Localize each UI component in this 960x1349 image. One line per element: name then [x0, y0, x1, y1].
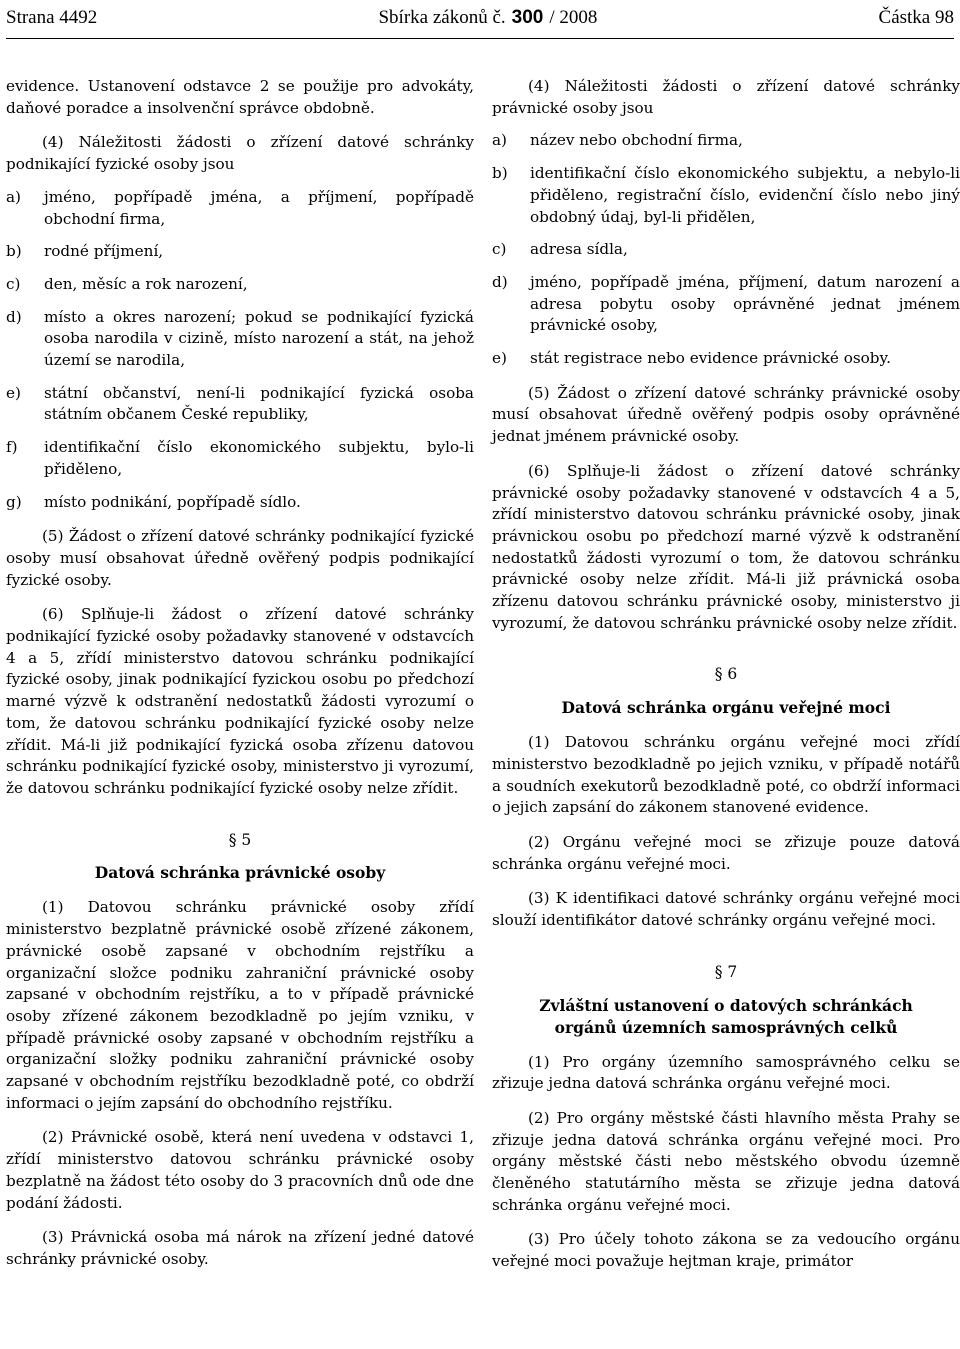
item-text: název nebo obchodní firma, [530, 131, 743, 150]
paragraph-2: (2) Pro orgány městské části hlavního města Prahy se zřizuje jedna datová schránka orgánu veřejné moci. Pro orgány městské části nebo městského obvodu územně členěného statutárního města se zřizuje jedna datová schránka orgánu veřejné moci. [492, 1108, 960, 1214]
item-label: g) [6, 492, 22, 511]
list-item [6, 187, 474, 230]
section-heading: Datová schránka právnické osoby [94, 863, 386, 883]
page-header [6, 0, 954, 36]
section-heading: Datová schránka orgánu veřejné moci [561, 698, 891, 718]
item-label: b) [6, 242, 22, 261]
right-column [492, 76, 960, 1273]
paragraph-4: (4) Náležitosti žádosti o zřízení datové schránky právnické osoby jsou [492, 77, 960, 117]
collection-label: Sbírka zákonů č. [378, 7, 506, 28]
item-label: c) [492, 240, 507, 259]
section-heading [492, 995, 960, 1039]
paragraph-6: (6) Splňuje-li žádost o zřízení datové schránky podnikající fyzické osoby požadavky stanovené v odstavcích 4 a 5, zřídí ministerstvo datovou schránku podnikající fyzické osoby, jinak podnikající fyzickou osobu po předchozí marné výzvě k odstranění nedostatků žádosti vyrozumí o tom, že datovou schránku podnikající fyzické osoby nelze zřídit. Má-li již podnikající fyzická osoba zřízenu datovou schránku podnikající fyzické osoby, ministerstvo ji vyrozumí, že datovou schránku podnikající fyzické osoby nelze zřídit. [6, 605, 474, 797]
item-label: b) [492, 164, 508, 183]
list-item [6, 437, 474, 480]
paragraph-4: (4) Náležitosti žádosti o zřízení datové schránky podnikající fyzické osoby jsou [6, 133, 474, 174]
section-heading-line1: Zvláštní ustanovení o datových schránkách [539, 995, 913, 1015]
item-text: stát registrace nebo evidence právnické osoby. [530, 349, 891, 368]
list-item [6, 307, 474, 372]
paragraph-2: (2) Právnické osobě, která není uvedena v odstavci 1, zřídí ministerstvo datovou schránku právnické osoby bezplatně na žádost této osoby do 3 pracovních dnů ode dne podání žádosti. [6, 1128, 474, 1212]
item-text: rodné příjmení, [44, 242, 164, 261]
item-label: d) [6, 307, 22, 326]
paragraph-1: (1) Pro orgány územního samosprávného celku se zřizuje jedna datová schránka orgánu veřejné moci. [492, 1052, 960, 1093]
law-year: / 2008 [549, 7, 598, 28]
paragraph-5: (5) Žádost o zřízení datové schránky právnické osoby musí obsahovat úředně ověřený podpis osoby oprávněné jednat jménem právnické osoby. [492, 383, 960, 446]
list-item [492, 272, 960, 337]
item-text: adresa sídla, [530, 240, 628, 259]
paragraph-3: (3) K identifikaci datové schránky orgánu veřejné moci slouží identifikátor datové schránky orgánu veřejné moci. [492, 889, 960, 930]
list-item [6, 274, 474, 296]
list-item [492, 163, 960, 228]
header-rule [6, 38, 954, 39]
item-text: místo podnikání, popřípadě sídlo. [44, 492, 301, 511]
list-item [6, 492, 474, 514]
list-item [6, 241, 474, 263]
list-item [492, 130, 960, 152]
left-column [6, 76, 474, 1271]
part-number: Částka 98 [878, 7, 954, 28]
paragraph-1: (1) Datovou schránku právnické osoby zřídí ministerstvo bezplatně právnické osobě zřízené zákonem, právnické osobě zapsané v obchodním rejstříku a organizační složce podniku zahraniční právnické osoby zapsané v obchodním rejstříku, a to v případě právnické osoby zřízené zákonem bezodkladně po jejím vzniku, v případě právnické osoby zapsané v obchodním rejstříku a organizační složky podniku zahraniční právnické osoby zapsané v obchodním rejstříku bezodkladně poté, co obdrží informaci o jejím zapsání do obchodního rejstříku. [6, 898, 474, 1112]
item-label: c) [6, 274, 21, 293]
item-text: jméno, popřípadě jména, a příjmení, popřípadě obchodní firma, [44, 187, 474, 228]
item-text: identifikační číslo ekonomického subjektu, a nebylo-li přiděleno, registrační číslo, evidenční číslo nebo jiný obdobný údaj, byl-li přidělen, [530, 164, 960, 226]
item-text: místo a okres narození; pokud se podnikající fyzická osoba narodila v cizině, místo narození a stát, na jehož území se narodila, [44, 307, 474, 370]
paragraph-1: (1) Datovou schránku orgánu veřejné moci zřídí ministerstvo bezodkladně po jejich vzniku, v případě notářů a soudních exekutorů bezodkladně poté, co obdrží informaci o jejich zapsání do zákonem stanovené evidence. [492, 733, 960, 817]
item-label: a) [6, 187, 21, 206]
item-label: e) [6, 383, 21, 402]
law-number: 300 [511, 7, 544, 28]
paragraph-3: (3) Pro účely tohoto zákona se za vedoucího orgánu veřejné moci považuje hejtman kraje, primátor [492, 1230, 960, 1271]
page-number: Strana 4492 [6, 7, 98, 28]
item-text: identifikační číslo ekonomického subjektu, bylo-li přiděleno, [44, 438, 474, 478]
item-label: e) [492, 349, 507, 368]
item-label: a) [492, 131, 507, 150]
section-number: § 5 [228, 830, 252, 849]
item-label: d) [492, 272, 508, 291]
paragraph-2: (2) Orgánu veřejné moci se zřizuje pouze datová schránka orgánu veřejné moci. [492, 832, 960, 873]
collection-title [378, 7, 597, 29]
paragraph-3: (3) Právnická osoba má nárok na zřízení jedné datové schránky právnické osoby. [6, 1228, 474, 1268]
item-label: f) [6, 438, 18, 457]
paragraph-5: (5) Žádost o zřízení datové schránky podnikající fyzické osoby musí obsahovat úředně ověřený podpis podnikající fyzické osoby. [6, 527, 474, 589]
item-text: státní občanství, není-li podnikající fyzická osoba státním občanem České republiky, [44, 383, 474, 424]
item-text: den, měsíc a rok narození, [44, 274, 248, 293]
section-number: § 6 [714, 665, 738, 684]
list-item [492, 348, 960, 370]
item-text: jméno, popřípadě jména, příjmení, datum narození a adresa pobytu osoby oprávněné jednat jménem právnické osoby, [530, 272, 960, 335]
list-item [492, 239, 960, 261]
list-item [6, 383, 474, 426]
section-heading-line2: orgánů územních samosprávných celků [554, 1017, 898, 1037]
section-number: § 7 [714, 962, 738, 981]
paragraph-6: (6) Splňuje-li žádost o zřízení datové schránky právnické osoby požadavky stanovené v odstavcích 4 a 5, zřídí ministerstvo datovou schránku právnické osoby, jinak právnickou osobu po předchozí marné výzvě k odstranění nedostatků žádosti vyrozumí o tom, že datovou schránku právnické osoby nelze zřídit. Má-li již právnická osoba zřízenu datovou schránku právnické osoby, ministerstvo ji vyrozumí, že datovou schránku právnické osoby nelze zřídit. [492, 461, 960, 632]
intro-paragraph: evidence. Ustanovení odstavce 2 se použije pro advokáty, daňové poradce a insolvenční správce obdobně. [6, 77, 474, 117]
